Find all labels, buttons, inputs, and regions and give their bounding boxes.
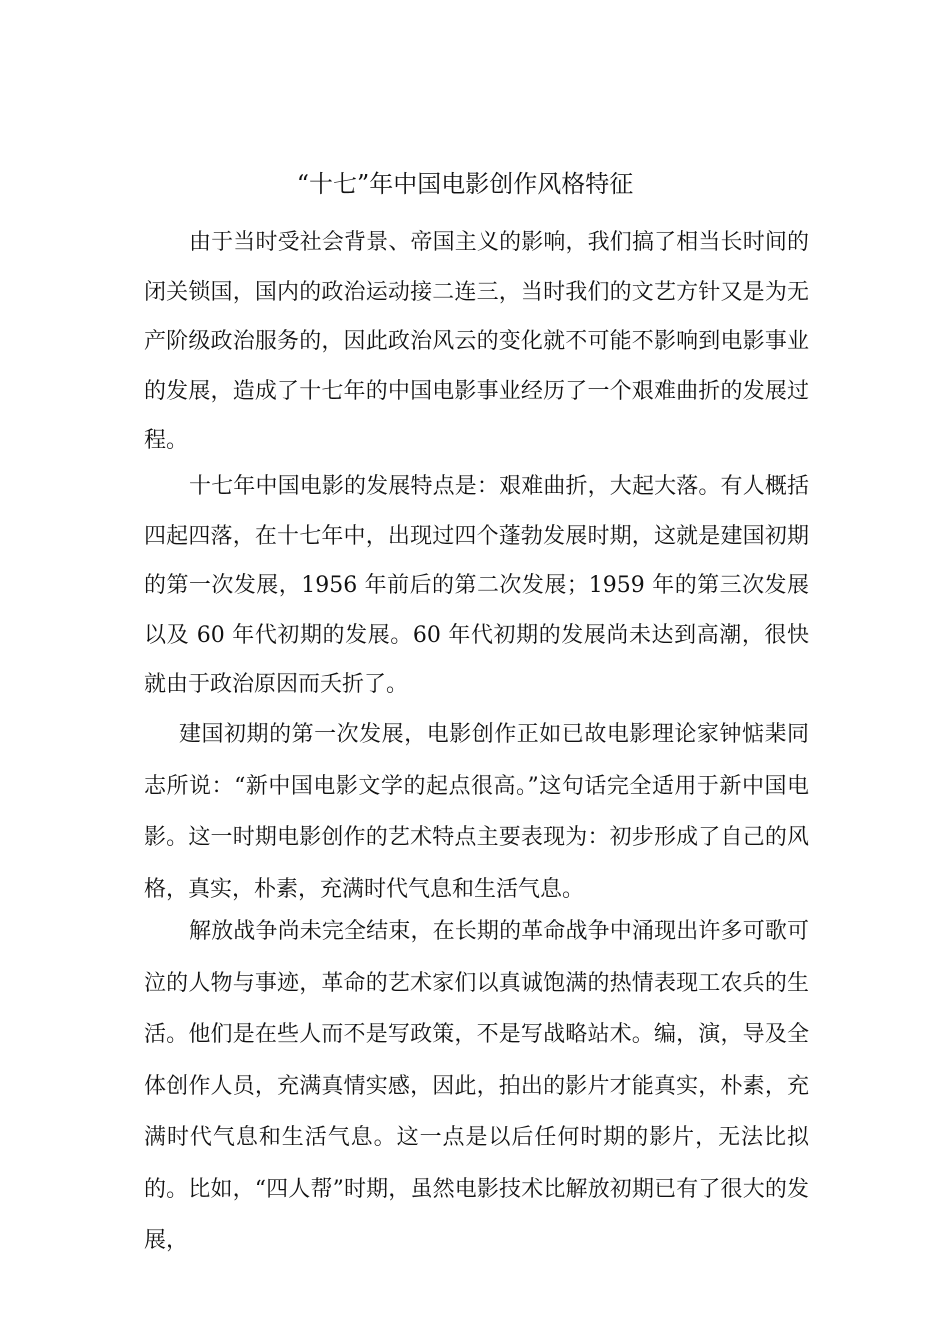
paragraph-3: 建国初期的第一次发展，电影创作正如已故电影理论家钟惦棐同志所说：“新中国电影文学的起点很高。”这句话完全适用于新中国电影。这一时期电影创作的艺术特点主要表现为：初步形成了自己的风格，真实，朴素，充满时代气息和生活气息。 xyxy=(144,722,809,902)
paragraph-2: 十七年中国电影的发展特点是：艰难曲折，大起大落。有人概括四起四落，在十七年中，出现过四个蓬勃发展时期，这就是建国初期的第一次发展，1956 年前后的第二次发展；1959 年的第三次发展以及 60 年代初期的发展。60 年代初期的发展尚未达到高潮，很快就由于政治原因而夭折了。 xyxy=(144,474,809,697)
paragraph-1: 由于当时受社会背景、帝国主义的影响，我们搞了相当长时间的闭关锁国，国内的政治运动接二连三，当时我们的文艺方针又是为无产阶级政治服务的，因此政治风云的变化就不可能不影响到电影事业的发展，造成了十七年的中国电影事业经历了一个艰难曲折的发展过程。 xyxy=(144,230,809,453)
document-title: “十七”年中国电影创作风格特征 xyxy=(296,170,634,198)
paragraph-4: 解放战争尚未完全结束，在长期的革命战争中涌现出许多可歌可泣的人物与事迹，革命的艺术家们以真诚饱满的热情表现工农兵的生活。他们是在些人而不是写政策，不是写战略站术。编，演，导及全体创作人员，充满真情实感，因此，拍出的影片才能真实，朴素，充满时代气息和生活气息。这一点是以后任何时期的影片，无法比拟的。比如，“四人帮”时期，虽然电影技术比解放初期已有了很大的发展， xyxy=(144,919,809,1253)
